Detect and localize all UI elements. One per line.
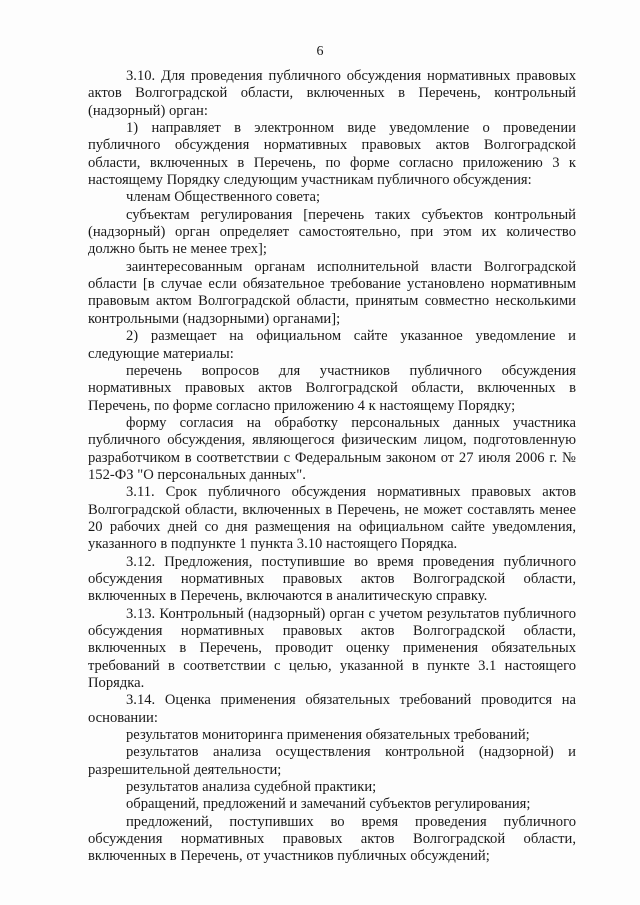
list-item: заинтересованным органам исполнительной власти Волгоградской области [в случае если обязательное требование установлено нормативным правовым актом Волгоградской области, принятым совместно несколькими контрольными (надзорными) органами];: [88, 258, 576, 327]
paragraph-3-10: 3.10. Для проведения публичного обсуждения нормативных правовых актов Волгоградской области, включенных в Перечень, контрольный (надзорный) орган:: [88, 68, 576, 119]
list-item: субъектам регулирования [перечень таких субъектов контрольный (надзорный) орган определяет самостоятельно, при этом их количество должно быть не менее трех];: [88, 206, 576, 258]
paragraph-3-10-item-2: 2) размещает на официальном сайте указанное уведомление и следующие материалы:: [88, 328, 576, 362]
paragraph-3-12: 3.12. Предложения, поступившие во время проведения публичного обсуждения нормативных правовых актов Волгоградской области, включенных в Перечень, включаются в аналитическую справку.: [88, 553, 576, 605]
list-item: перечень вопросов для участников публичного обсуждения нормативных правовых актов Волгоградской области, включенных в Перечень, по форме согласно приложению 4 к настоящему Порядку;: [88, 362, 576, 414]
list-item: членам Общественного совета;: [126, 189, 321, 206]
list-item: результатов анализа судебной практики;: [126, 779, 377, 796]
document-body: [88, 68, 576, 866]
page-number: 6: [316, 44, 324, 59]
list-item: обращений, предложений и замечаний субъектов регулирования;: [126, 796, 531, 813]
paragraph-3-10-item-1: 1) направляет в электронном виде уведомление о проведении публичного обсуждения нормативных правовых актов Волгоградской области, включенных в Перечень, по форме согласно приложению 3 к настоящему Порядку следующим участникам публичного обсуждения:: [88, 120, 576, 189]
list-item: результатов анализа осуществления контрольной (надзорной) и разрешительной деятельности;: [88, 744, 576, 778]
paragraph-3-11: 3.11. Срок публичного обсуждения нормативных правовых актов Волгоградской области, включенных в Перечень, не может составлять менее 20 рабочих дней со дня размещения на официальном сайте уведомления, указанного в подпункте 1 пункта 3.10 настоящего Порядка.: [88, 484, 576, 553]
paragraph-3-14: 3.14. Оценка применения обязательных требований проводится на основании:: [88, 692, 576, 726]
paragraph-3-13: 3.13. Контрольный (надзорный) орган с учетом результатов публичного обсуждения нормативных правовых актов Волгоградской области, включенных в Перечень, проводит оценку применения обязательных требований в соответствии с целью, указанной в пункте 3.1 настоящего Порядка.: [88, 605, 576, 692]
list-item: форму согласия на обработку персональных данных участника публичного обсуждения, являющегося физическим лицом, подготовленную разработчиком в соответствии с Федеральным законом от 27 июля 2006 г. № 152-ФЗ "О персональных данных".: [88, 414, 576, 483]
list-item: предложений, поступивших во время проведения публичного обсуждения нормативных правовых актов Волгоградской области, включенных в Перечень, от участников публичных обсуждений;: [88, 813, 576, 865]
list-item: результатов мониторинга применения обязательных требований;: [126, 727, 530, 744]
